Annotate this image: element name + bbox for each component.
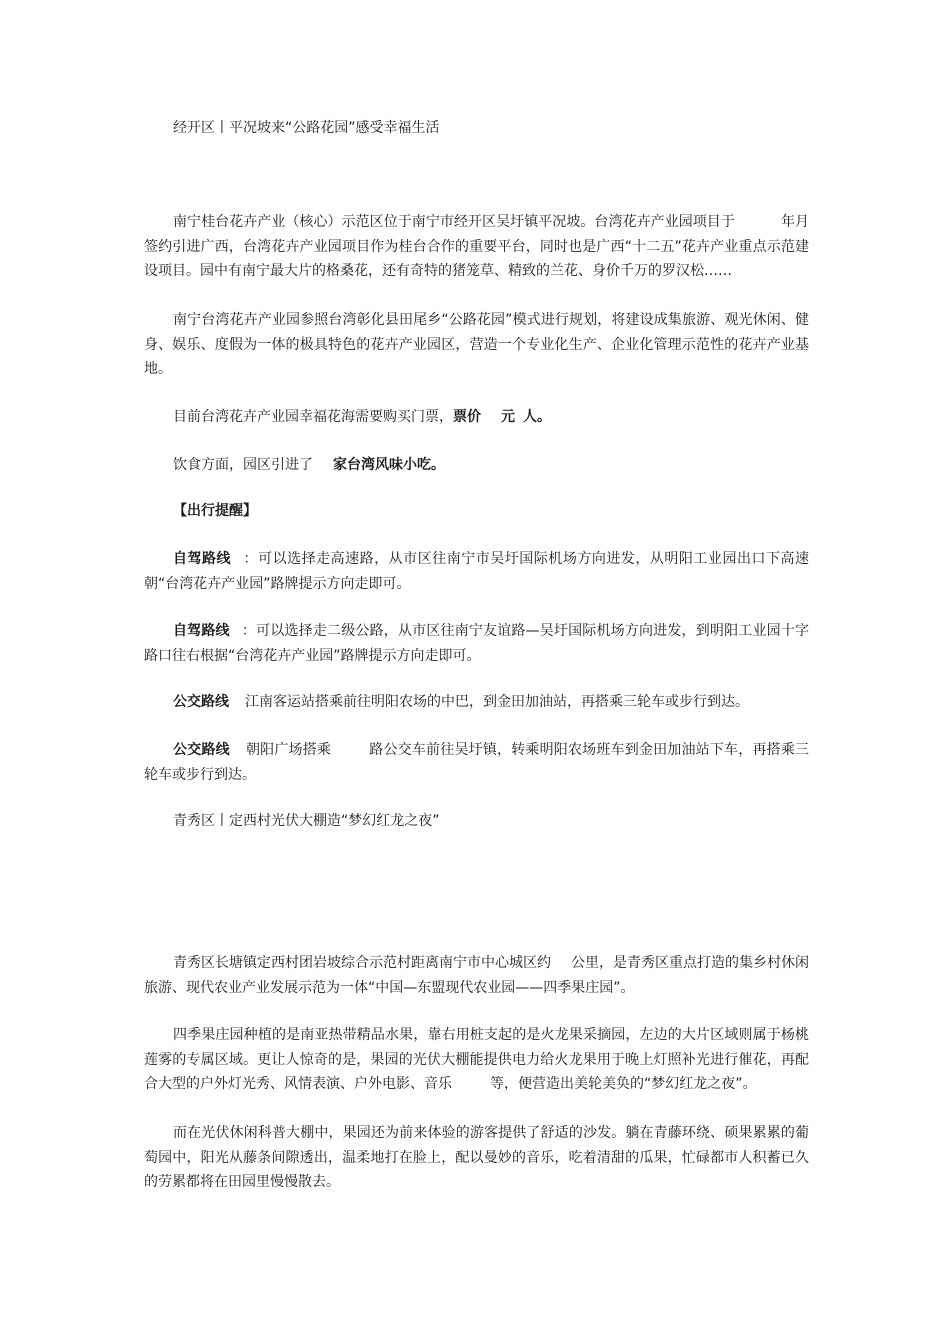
route-label: 公交路线 [173, 742, 230, 758]
route-label: 公交路线 [173, 694, 229, 710]
intro-text-a: 南宁桂台花卉产业（核心）示范区位于南宁市经开区吴圩镇平况坡。台湾花卉产业园项目于 [173, 214, 735, 230]
ticket-label: 票价 [453, 409, 481, 425]
ticket-per: 人。 [523, 409, 551, 425]
route-label: 自驾路线 [173, 623, 230, 639]
route-label: 自驾路线 [173, 551, 232, 567]
route-item [144, 619, 809, 668]
food-text: 饮食方面，园区引进了 [173, 457, 313, 473]
route-text-a: 朝阳广场搭乘 [245, 742, 332, 758]
orchard-text-a: 四季果庄园种植的是南亚热带精品水果，靠右用桩支起的是火龙果采摘园，左边的大片区域则属于杨桃莲雾的专属区域。更让人惊奇的是，果园的光伏大棚能提供电力给火龙果用于晚上灯照补光进行催花，再配合大型的户外灯光秀、风情表演、户外电影、音乐 [144, 1027, 809, 1092]
orchard-text-b: 等，便营造出美轮美奂的“梦幻红龙之夜”。 [490, 1076, 757, 1092]
route-item [144, 547, 809, 596]
route-text: ：可以选择走二级公路，从市区往南宁友谊路—吴圩国际机场方向进发，到明阳工业园十字路口往右根据“台湾花卉产业园”路牌提示方向走即可。 [144, 623, 810, 664]
paragraph-qingxiu-intro [144, 951, 809, 1000]
paragraph-orchard [144, 1023, 809, 1097]
route-text-b: 路公交车前往吴圩镇，转乘明阳农场班车到金田加油站下车，再搭乘三轮车或步行到达。 [144, 742, 810, 783]
qingxiu-text-a: 青秀区长塘镇定西村团岩坡综合示范村距离南宁市中心城区约 [173, 955, 551, 971]
route-text: 江南客运站搭乘前往明阳农场的中巴，到金田加油站，再搭乘三轮车或步行到达。 [245, 694, 749, 710]
food-bold: 家台湾风味小吃。 [333, 457, 445, 473]
paragraph-food [144, 453, 809, 478]
section-title-qingxiu: 青秀区丨定西村光伏大棚造“梦幻红龙之夜” [173, 813, 440, 829]
route-text: ：可以选择走高速路，从市区往南宁市吴圩国际机场方向进发，从明阳工业园出口下高速朝“台湾花卉产业园”路牌提示方向走即可。 [144, 551, 809, 592]
intro-text-b: 年月签约引进广西，台湾花卉产业园项目作为桂台合作的重要平台，同时也是广西“十二五”花卉产业重点示范建设项目。园中有南宁最大片的格桑花，还有奇特的猪笼草、精致的兰花、身价千万的罗汉松…… [144, 214, 810, 279]
tips-title: 【出行提醒】 [173, 503, 257, 519]
ticket-unit: 元 [501, 409, 515, 425]
paragraph-intro [144, 210, 809, 284]
ticket-text: 目前台湾花卉产业园幸福花海需要购买门票， [173, 409, 453, 425]
route-item [144, 690, 809, 715]
route-item [144, 738, 809, 787]
paragraph-ticket [144, 405, 809, 430]
section-title-jingkai: 经开区丨平况坡来“公路花园”感受幸福生活 [173, 120, 440, 136]
qingxiu-text-b: 公里，是青秀区重点打造的集乡村休闲旅游、现代农业产业发展示范为一体“中国—东盟现代农业园——四季果庄园”。 [144, 955, 809, 996]
paragraph-plan: 南宁台湾花卉产业园参照台湾彰化县田尾乡“公路花园”模式进行规划，将建设成集旅游、观光休闲、健身、娱乐、度假为一体的极具特色的花卉产业园区，营造一个专业化生产、企业化管理示范性的花卉产业基地。 [144, 312, 809, 377]
paragraph-greenhouse: 而在光伏休闲科普大棚中，果园还为前来体验的游客提供了舒适的沙发。躺在青藤环绕、硕果累累的葡萄园中，阳光从藤条间隙透出，温柔地打在脸上，配以曼妙的音乐，吃着清甜的瓜果，忙碌都市人积蓄已久的劳累都将在田园里慢慢散去。 [144, 1125, 809, 1190]
